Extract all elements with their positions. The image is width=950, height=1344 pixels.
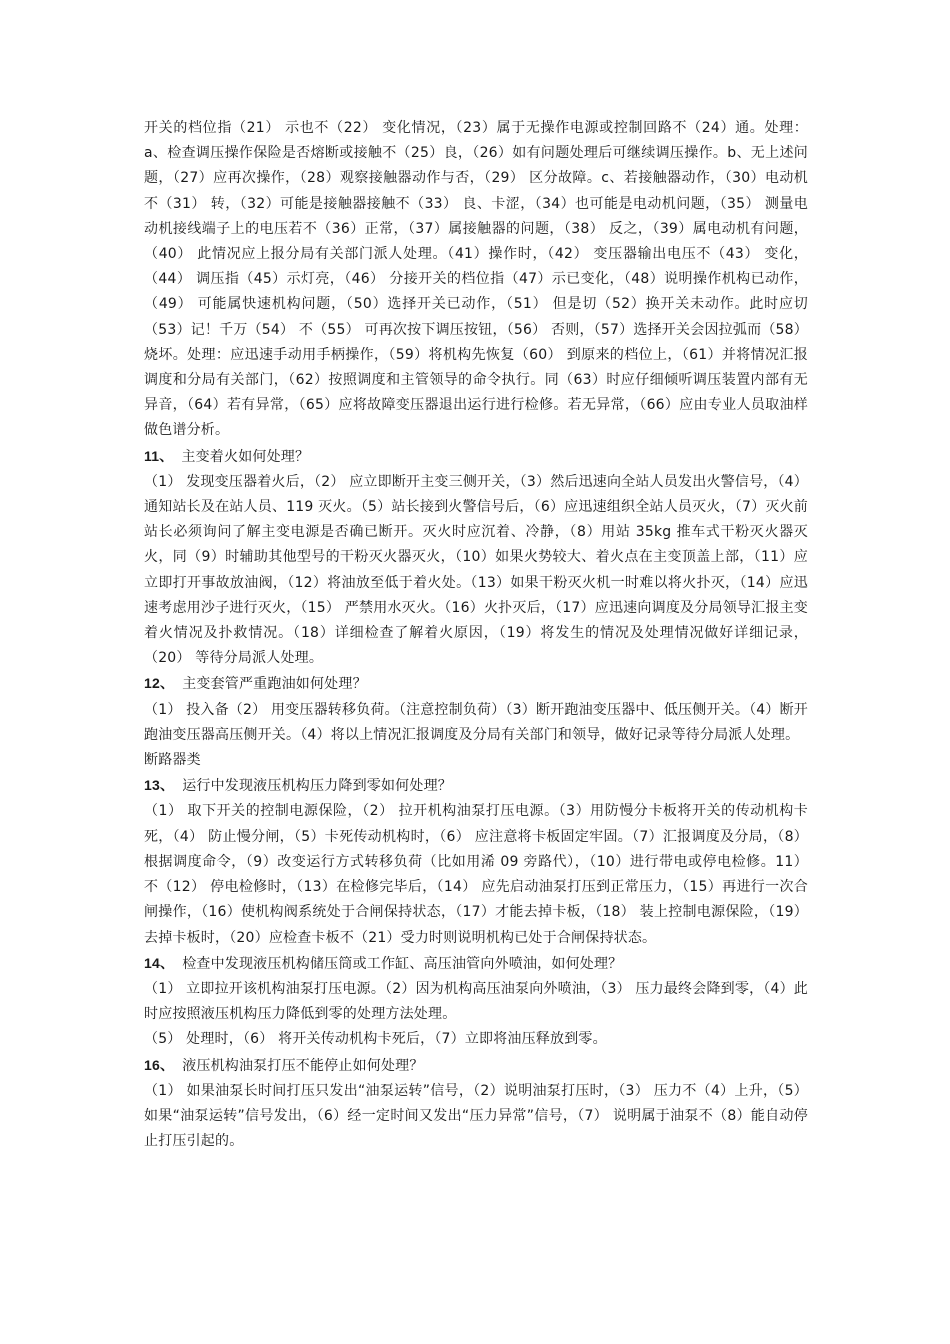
paragraph-q12-answer: （1） 投入备（2） 用变压器转移负荷。（注意控制负荷）（3）断开跑油变压器中、低压侧开关。（4）断开跑油变压器高压侧开关。（4）将以上情况汇报调度及分局有关部门和领导，做好记录等待分局派人处理。 xyxy=(144,701,808,743)
heading-q12 xyxy=(144,671,808,697)
heading-q12-number: 12、 xyxy=(144,675,175,692)
heading-q16-number: 16、 xyxy=(144,1056,175,1073)
heading-q12-text: 主变套管严重跑油如何处理？ xyxy=(182,676,367,693)
heading-q16-text: 液压机构油泵打压不能停止如何处理？ xyxy=(182,1057,424,1074)
paragraph-q14-answer-part1: （1） 立即拉开该机构油泵打压电源。（2）因为机构高压油泵向外喷油，（3） 压力最终会降到零，（4）此时应按照液压机构压力降低到零的处理方法处理。 xyxy=(144,980,808,1023)
heading-q13-number: 13、 xyxy=(144,777,175,794)
paragraph-q16-answer: （1） 如果油泵长时间打压只发出“油泵运转”信号，（2）说明油泵打压时，（3） 压力不（4）上升，（5）如果“油泵运转”信号发出，（6）经一定时间又发出“压力异常”信号，（7） 说明属于油泵不（8）能自动停止打压引起的。 xyxy=(144,1082,808,1150)
heading-q11-text: 主变着火如何处理？ xyxy=(181,448,310,465)
heading-q13-text: 运行中发现液压机构压力降到零如何处理？ xyxy=(182,778,452,795)
paragraph-q11-answer: （1） 发现变压器着火后，（2） 应立即断开主变三侧开关，（3）然后迅速向全站人员发出火警信号，（4）通知站长及在站人员、119 灭火。（5）站长接到火警信号后，（6）应迅速组织全站人员灭火，（7）灭火前站长必须询问了解主变电源是否确已断开。灭火时应沉着、冷静，（8）用站 35kg 推车式干粉灭火器灭火，同（9）时辅助其他型号的干粉灭火器灭火，（10）如果火势较大、着火点在主变顶盖上部，（11）应立即打开事故放油阀，（12）将油放至低于着火处。（13）如果干粉灭火机一时难以将火扑灭，（14）应迅速考虑用沙子进行灭火，（15） 严禁用水灭火。（16）火扑灭后，（17）应迅速向调度及分局领导汇报主变着火情况及扑救情况。（18）详细检查了解着火原因，（19）将发生的情况及处理情况做好详细记录，（20） 等待分局派人处理。 xyxy=(144,473,808,667)
heading-q11 xyxy=(144,444,808,470)
heading-q11-number: 11、 xyxy=(144,447,174,464)
paragraph-q13-answer: （1） 取下开关的控制电源保险，（2） 拉开机构油泵打压电源。（3）用防慢分卡板将开关的传动机构卡死，（4） 防止慢分闸，（5）卡死传动机构时，（6） 应注意将卡板固定牢固。（7）汇报调度及分局，（8） 根据调度命令，（9）改变运行方式转移负荷（比如用浠 09 旁路代），（10）进行带电或停电检修。11） 不（12） 停电检修时，（13）在检修完毕后，（14） 应先启动油泵打压到正常压力，（15）再进行一次合闸操作，（16）使机构阀系统处于合闸保持状态，（17）才能去掉卡板，（18） 装上控制电源保险，（19） 去掉卡板时，（20）应检查卡板不（21）受力时则说明机构已处于合闸保持状态。 xyxy=(144,803,808,946)
heading-q14-number: 14、 xyxy=(144,954,175,971)
paragraph-tap-changer-handling: 开关的档位指（21） 示也不（22） 变化情况，（23）属于无操作电源或控制回路不（24）通。处理：a、检查调压操作保险是否熔断或接触不（25）良，（26）如有问题处理后可继续调压操作。b、无上述问题，（27）应再次操作，（28）观察接触器动作与否，（29） 区分故障。c、若接触器动作，（30）电动机不（31） 转，（32）可能是接触器接触不（33） 良、卡涩，（34）也可能是电动机问题，（35） 测量电动机接线端子上的电压若不（36）正常，（37）属接触器的问题，（38） 反之，（39）属电动机有问题，（40） 此情况应上报分局有关部门派人处理。（41）操作时，（42） 变压器输出电压不（43） 变化，（44） 调压指（45）示灯亮，（46） 分接开关的档位指（47）示已变化，（48）说明操作机构已动作，（49） 可能属快速机构问题，（50）选择开关已动作，（51） 但是切（52）换开关未动作。此时应切（53）记！千万（54） 不（55） 可再次按下调压按钮，（56） 否则，（57）选择开关会因拉弧而（58）烧坏。处理：应迅速手动用手柄操作，（59）将机构先恢复（60） 到原来的档位上，（61）并将情况汇报调度和分局有关部门，（62）按照调度和主管领导的命令执行。同（63）时应仔细倾听调压装置内部有无异音，（64）若有异常，（65）应将故障变压器退出运行进行检修。若无异常，（66）应由专业人员取油样做色谱分析。 xyxy=(144,120,808,439)
document-body xyxy=(144,116,808,1154)
section-label-breakers: 断路器类 xyxy=(144,752,201,769)
heading-q16 xyxy=(144,1053,808,1079)
heading-q13 xyxy=(144,773,808,799)
heading-q14 xyxy=(144,951,808,977)
heading-q14-text: 检查中发现液压机构储压筒或工作缸、高压油管向外喷油，如何处理？ xyxy=(182,955,623,972)
paragraph-q14-answer-part2: （5） 处理时，（6） 将开关传动机构卡死后，（7）立即将油压释放到零。 xyxy=(144,1031,607,1048)
